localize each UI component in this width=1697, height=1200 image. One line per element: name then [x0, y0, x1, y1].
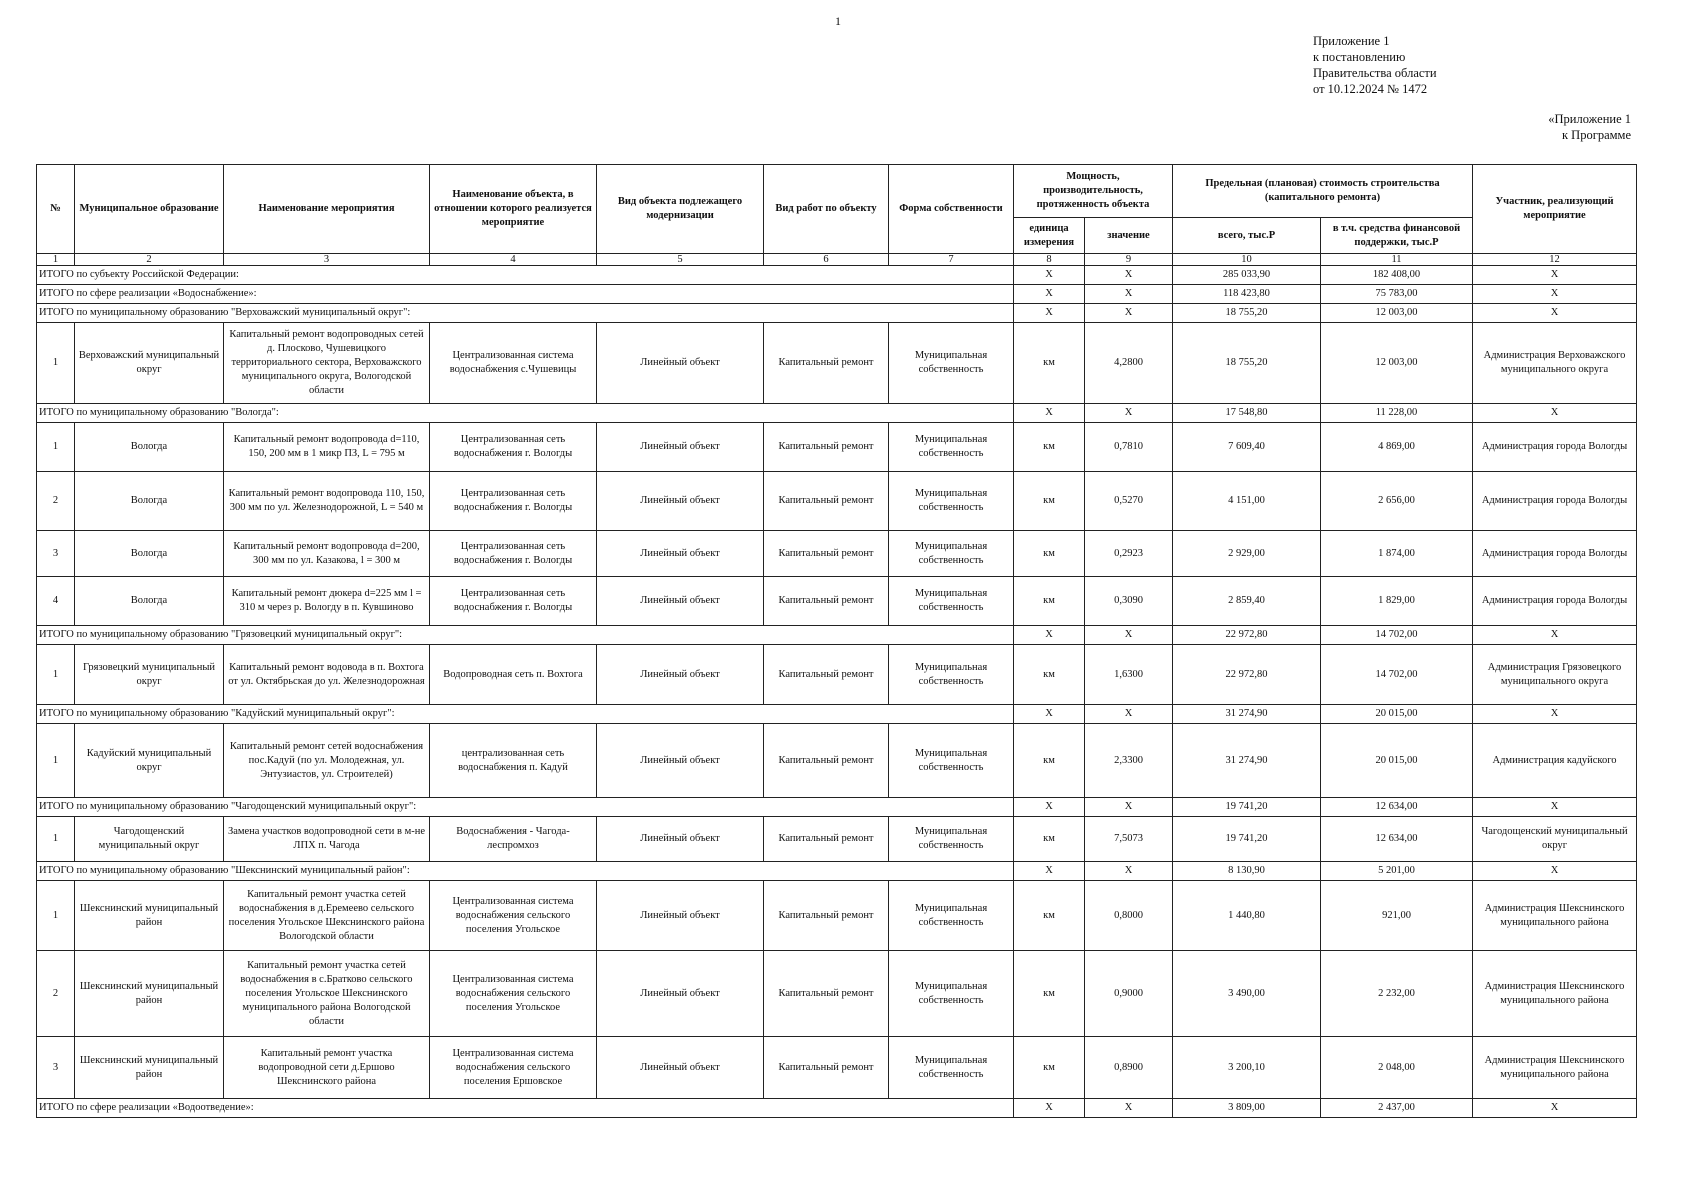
- value-cell: 0,7810: [1085, 423, 1173, 472]
- row-number: 3: [37, 531, 75, 577]
- event-cell: Капитальный ремонт дюкера d=225 мм l = 310 м через р. Вологду в п. Кувшиново: [224, 577, 430, 626]
- event-cell: Капитальный ремонт водопровода 110, 150, 300 мм по ул. Железнодорожной, L = 540 м: [224, 472, 430, 531]
- participant-cell: Администрация города Вологды: [1473, 531, 1637, 577]
- municipality-cell: Чагодощенский муниципальный округ: [75, 817, 224, 862]
- unit-cell: X: [1014, 266, 1085, 285]
- total-cost-cell: 285 033,90: [1173, 266, 1321, 285]
- subtotal-label: ИТОГО по муниципальному образованию "Вологда":: [37, 404, 1014, 423]
- table-row: [37, 817, 1637, 862]
- page-number: 1: [835, 14, 841, 28]
- participant-cell: X: [1473, 266, 1637, 285]
- value-cell: 7,5073: [1085, 817, 1173, 862]
- unit-cell: X: [1014, 285, 1085, 304]
- subtotal-row: [37, 705, 1637, 724]
- table-row: [37, 881, 1637, 951]
- object-type-cell: Линейный объект: [597, 323, 764, 404]
- municipality-cell: Шекснинский муниципальный район: [75, 1037, 224, 1099]
- municipality-cell: Грязовецкий муниципальный округ: [75, 645, 224, 705]
- support-cost-cell: 14 702,00: [1321, 626, 1473, 645]
- total-cost-cell: 2 859,40: [1173, 577, 1321, 626]
- unit-cell: км: [1014, 472, 1085, 531]
- value-cell: 0,3090: [1085, 577, 1173, 626]
- header-municipality: Муниципальное образование: [75, 165, 224, 254]
- support-cost-cell: 12 003,00: [1321, 323, 1473, 404]
- row-number: 1: [37, 323, 75, 404]
- value-cell: X: [1085, 705, 1173, 724]
- support-cost-cell: 2 656,00: [1321, 472, 1473, 531]
- participant-cell: Чагодощенский муниципальный округ: [1473, 817, 1637, 862]
- event-cell: Капитальный ремонт водопроводных сетей д. Плосково, Чушевицкого территориального сектора, Верховажского муниципального округа, Вологодской области: [224, 323, 430, 404]
- value-cell: 0,9000: [1085, 951, 1173, 1037]
- object-type-cell: Линейный объект: [597, 724, 764, 798]
- appendix-line: Приложение 1: [1313, 34, 1390, 48]
- header-ownership: Форма собственности: [889, 165, 1014, 254]
- work-type-cell: Капитальный ремонт: [764, 817, 889, 862]
- unit-cell: км: [1014, 645, 1085, 705]
- header-work-type: Вид работ по объекту: [764, 165, 889, 254]
- subtotal-row: [37, 862, 1637, 881]
- event-cell: Капитальный ремонт участка водопроводной сети д.Ершово Шекснинского района: [224, 1037, 430, 1099]
- subtotal-row: [37, 1099, 1637, 1118]
- total-cost-cell: 18 755,20: [1173, 304, 1321, 323]
- object-cell: Централизованная система водоснабжения сельского поселения Угольское: [430, 881, 597, 951]
- unit-cell: км: [1014, 817, 1085, 862]
- support-cost-cell: 12 003,00: [1321, 304, 1473, 323]
- subtotal-label: ИТОГО по муниципальному образованию "Шекснинский муниципальный район":: [37, 862, 1014, 881]
- support-cost-cell: 14 702,00: [1321, 645, 1473, 705]
- header-num: №: [37, 165, 75, 254]
- row-number: 1: [37, 423, 75, 472]
- unit-cell: X: [1014, 626, 1085, 645]
- support-cost-cell: 182 408,00: [1321, 266, 1473, 285]
- ownership-cell: Муниципальная собственность: [889, 423, 1014, 472]
- row-number: 4: [37, 577, 75, 626]
- column-numbers-row: [37, 254, 1637, 266]
- municipality-cell: Верховажский муниципальный округ: [75, 323, 224, 404]
- municipality-cell: Вологда: [75, 577, 224, 626]
- subtotal-row: [37, 404, 1637, 423]
- object-type-cell: Линейный объект: [597, 1037, 764, 1099]
- support-cost-cell: 2 437,00: [1321, 1099, 1473, 1118]
- appendix-line: к постановлению: [1313, 50, 1406, 64]
- appendix-line: от 10.12.2024 № 1472: [1313, 82, 1428, 96]
- ownership-cell: Муниципальная собственность: [889, 323, 1014, 404]
- subtotal-label: ИТОГО по муниципальному образованию "Верховажский муниципальный округ":: [37, 304, 1014, 323]
- column-number: 4: [430, 254, 597, 266]
- subtotal-label: ИТОГО по муниципальному образованию "Грязовецкий муниципальный округ":: [37, 626, 1014, 645]
- value-cell: X: [1085, 626, 1173, 645]
- participant-cell: X: [1473, 798, 1637, 817]
- value-cell: 1,6300: [1085, 645, 1173, 705]
- value-cell: X: [1085, 285, 1173, 304]
- participant-cell: Администрация города Вологды: [1473, 472, 1637, 531]
- unit-cell: X: [1014, 1099, 1085, 1118]
- subtotal-label: ИТОГО по муниципальному образованию "Кадуйский муниципальный округ":: [37, 705, 1014, 724]
- unit-cell: км: [1014, 881, 1085, 951]
- unit-cell: X: [1014, 304, 1085, 323]
- unit-cell: X: [1014, 798, 1085, 817]
- support-cost-cell: 11 228,00: [1321, 404, 1473, 423]
- support-cost-cell: 4 869,00: [1321, 423, 1473, 472]
- total-cost-cell: 31 274,90: [1173, 724, 1321, 798]
- value-cell: X: [1085, 404, 1173, 423]
- column-number: 2: [75, 254, 224, 266]
- column-number: 7: [889, 254, 1014, 266]
- appendix-header: [1313, 33, 1437, 97]
- row-number: 1: [37, 881, 75, 951]
- appendix-line: «Приложение 1: [1548, 112, 1631, 126]
- object-cell: Водопроводная сеть п. Вохтога: [430, 645, 597, 705]
- table-row: [37, 724, 1637, 798]
- table-row: [37, 1037, 1637, 1099]
- ownership-cell: Муниципальная собственность: [889, 531, 1014, 577]
- municipality-cell: Кадуйский муниципальный округ: [75, 724, 224, 798]
- participant-cell: Администрация кадуйского: [1473, 724, 1637, 798]
- object-cell: Централизованная сеть водоснабжения г. Вологды: [430, 577, 597, 626]
- support-cost-cell: 2 048,00: [1321, 1037, 1473, 1099]
- support-cost-cell: 1 829,00: [1321, 577, 1473, 626]
- work-type-cell: Капитальный ремонт: [764, 1037, 889, 1099]
- total-cost-cell: 31 274,90: [1173, 705, 1321, 724]
- object-cell: централизованная сеть водоснабжения п. Кадуй: [430, 724, 597, 798]
- row-number: 1: [37, 724, 75, 798]
- total-cost-cell: 3 200,10: [1173, 1037, 1321, 1099]
- unit-cell: км: [1014, 951, 1085, 1037]
- value-cell: 4,2800: [1085, 323, 1173, 404]
- total-cost-cell: 8 130,90: [1173, 862, 1321, 881]
- participant-cell: Администрация города Вологды: [1473, 423, 1637, 472]
- subtotal-label: ИТОГО по муниципальному образованию "Чагодощенский муниципальный округ":: [37, 798, 1014, 817]
- unit-cell: X: [1014, 862, 1085, 881]
- unit-cell: км: [1014, 323, 1085, 404]
- table-row: [37, 951, 1637, 1037]
- work-type-cell: Капитальный ремонт: [764, 472, 889, 531]
- table-row: [37, 472, 1637, 531]
- unit-cell: км: [1014, 577, 1085, 626]
- support-cost-cell: 12 634,00: [1321, 798, 1473, 817]
- column-number: 1: [37, 254, 75, 266]
- work-type-cell: Капитальный ремонт: [764, 645, 889, 705]
- value-cell: 0,8900: [1085, 1037, 1173, 1099]
- participant-cell: X: [1473, 404, 1637, 423]
- total-cost-cell: 18 755,20: [1173, 323, 1321, 404]
- object-cell: Централизованная сеть водоснабжения г. Вологды: [430, 472, 597, 531]
- unit-cell: км: [1014, 531, 1085, 577]
- row-number: 2: [37, 472, 75, 531]
- column-number: 3: [224, 254, 430, 266]
- row-number: 1: [37, 645, 75, 705]
- municipality-cell: Шекснинский муниципальный район: [75, 951, 224, 1037]
- object-cell: Централизованная система водоснабжения сельского поселения Ершовское: [430, 1037, 597, 1099]
- header-support: в т.ч. средства финансовой поддержки, тыс.Р: [1321, 218, 1473, 254]
- municipality-cell: Шекснинский муниципальный район: [75, 881, 224, 951]
- subtotal-row: [37, 626, 1637, 645]
- participant-cell: Администрация Грязовецкого муниципального округа: [1473, 645, 1637, 705]
- object-cell: Централизованная сеть водоснабжения г. Вологды: [430, 531, 597, 577]
- table-row: [37, 577, 1637, 626]
- table-row: [37, 531, 1637, 577]
- column-number: 8: [1014, 254, 1085, 266]
- header-capacity: Мощность, производительность, протяженность объекта: [1014, 165, 1173, 218]
- object-type-cell: Линейный объект: [597, 951, 764, 1037]
- total-cost-cell: 22 972,80: [1173, 626, 1321, 645]
- total-cost-cell: 19 741,20: [1173, 817, 1321, 862]
- total-cost-cell: 118 423,80: [1173, 285, 1321, 304]
- work-type-cell: Капитальный ремонт: [764, 724, 889, 798]
- event-cell: Замена участков водопроводной сети в м-не ЛПХ п. Чагода: [224, 817, 430, 862]
- object-type-cell: Линейный объект: [597, 423, 764, 472]
- participant-cell: X: [1473, 304, 1637, 323]
- table-row: [37, 323, 1637, 404]
- value-cell: 0,5270: [1085, 472, 1173, 531]
- work-type-cell: Капитальный ремонт: [764, 323, 889, 404]
- header-object-type: Вид объекта подлежащего модернизации: [597, 165, 764, 254]
- municipality-cell: Вологда: [75, 472, 224, 531]
- value-cell: X: [1085, 304, 1173, 323]
- support-cost-cell: 12 634,00: [1321, 817, 1473, 862]
- total-cost-cell: 7 609,40: [1173, 423, 1321, 472]
- object-type-cell: Линейный объект: [597, 472, 764, 531]
- subtotal-row: [37, 798, 1637, 817]
- column-number: 9: [1085, 254, 1173, 266]
- participant-cell: X: [1473, 862, 1637, 881]
- value-cell: X: [1085, 266, 1173, 285]
- ownership-cell: Муниципальная собственность: [889, 645, 1014, 705]
- unit-cell: X: [1014, 404, 1085, 423]
- municipality-cell: Вологда: [75, 423, 224, 472]
- value-cell: X: [1085, 798, 1173, 817]
- object-cell: Централизованная сеть водоснабжения г. Вологды: [430, 423, 597, 472]
- work-type-cell: Капитальный ремонт: [764, 577, 889, 626]
- column-number: 6: [764, 254, 889, 266]
- support-cost-cell: 20 015,00: [1321, 724, 1473, 798]
- participant-cell: Администрация Шекснинского муниципального района: [1473, 1037, 1637, 1099]
- total-cost-cell: 3 490,00: [1173, 951, 1321, 1037]
- work-type-cell: Капитальный ремонт: [764, 951, 889, 1037]
- subtotal-row: [37, 285, 1637, 304]
- ownership-cell: Муниципальная собственность: [889, 951, 1014, 1037]
- support-cost-cell: 20 015,00: [1321, 705, 1473, 724]
- event-cell: Капитальный ремонт водовода в п. Вохтога от ул. Октябрьская до ул. Железнодорожная: [224, 645, 430, 705]
- ownership-cell: Муниципальная собственность: [889, 472, 1014, 531]
- object-type-cell: Линейный объект: [597, 645, 764, 705]
- total-cost-cell: 22 972,80: [1173, 645, 1321, 705]
- work-type-cell: Капитальный ремонт: [764, 531, 889, 577]
- subtotal-row: [37, 304, 1637, 323]
- row-number: 1: [37, 817, 75, 862]
- object-cell: Водоснабжения - Чагода-леспромхоз: [430, 817, 597, 862]
- header-value: значение: [1085, 218, 1173, 254]
- object-type-cell: Линейный объект: [597, 577, 764, 626]
- total-cost-cell: 4 151,00: [1173, 472, 1321, 531]
- header-object: Наименование объекта, в отношении которого реализуется мероприятие: [430, 165, 597, 254]
- program-appendix-header: [1548, 111, 1631, 143]
- event-cell: Капитальный ремонт водопровода d=200, 300 мм по ул. Казакова, l = 300 м: [224, 531, 430, 577]
- participant-cell: X: [1473, 1099, 1637, 1118]
- support-cost-cell: 1 874,00: [1321, 531, 1473, 577]
- support-cost-cell: 921,00: [1321, 881, 1473, 951]
- row-number: 3: [37, 1037, 75, 1099]
- support-cost-cell: 2 232,00: [1321, 951, 1473, 1037]
- subtotal-row: [37, 266, 1637, 285]
- participant-cell: X: [1473, 705, 1637, 724]
- event-cell: Капитальный ремонт участка сетей водоснабжения в с.Братково сельского поселения Угольское Шекснинского муниципального района Вологодской области: [224, 951, 430, 1037]
- ownership-cell: Муниципальная собственность: [889, 817, 1014, 862]
- value-cell: X: [1085, 862, 1173, 881]
- event-cell: Капитальный ремонт водопровода d=110, 150, 200 мм в 1 микр ПЗ, L = 795 м: [224, 423, 430, 472]
- event-cell: Капитальный ремонт сетей водоснабжения пос.Кадуй (по ул. Молодежная, ул. Энтузиастов, ул. Строителей): [224, 724, 430, 798]
- total-cost-cell: 1 440,80: [1173, 881, 1321, 951]
- header-cost: Предельная (плановая) стоимость строительства (капитального ремонта): [1173, 165, 1473, 218]
- table-body: [37, 266, 1637, 1118]
- subtotal-label: ИТОГО по субъекту Российской Федерации:: [37, 266, 1014, 285]
- ownership-cell: Муниципальная собственность: [889, 724, 1014, 798]
- object-type-cell: Линейный объект: [597, 531, 764, 577]
- value-cell: 0,8000: [1085, 881, 1173, 951]
- unit-cell: км: [1014, 423, 1085, 472]
- column-number: 10: [1173, 254, 1321, 266]
- unit-cell: км: [1014, 1037, 1085, 1099]
- ownership-cell: Муниципальная собственность: [889, 577, 1014, 626]
- appendix-line: к Программе: [1561, 128, 1631, 142]
- object-type-cell: Линейный объект: [597, 817, 764, 862]
- participant-cell: X: [1473, 626, 1637, 645]
- header-unit: единица измерения: [1014, 218, 1085, 254]
- ownership-cell: Муниципальная собственность: [889, 1037, 1014, 1099]
- unit-cell: X: [1014, 705, 1085, 724]
- object-type-cell: Линейный объект: [597, 881, 764, 951]
- participant-cell: Администрация Шекснинского муниципального района: [1473, 951, 1637, 1037]
- total-cost-cell: 2 929,00: [1173, 531, 1321, 577]
- total-cost-cell: 17 548,80: [1173, 404, 1321, 423]
- total-cost-cell: 3 809,00: [1173, 1099, 1321, 1118]
- header-participant: Участник, реализующий мероприятие: [1473, 165, 1637, 254]
- table-row: [37, 423, 1637, 472]
- value-cell: 0,2923: [1085, 531, 1173, 577]
- header-total: всего, тыс.Р: [1173, 218, 1321, 254]
- participant-cell: X: [1473, 285, 1637, 304]
- work-type-cell: Капитальный ремонт: [764, 881, 889, 951]
- column-number: 5: [597, 254, 764, 266]
- participant-cell: Администрация Шекснинского муниципального района: [1473, 881, 1637, 951]
- value-cell: X: [1085, 1099, 1173, 1118]
- header-event: Наименование мероприятия: [224, 165, 430, 254]
- ownership-cell: Муниципальная собственность: [889, 881, 1014, 951]
- object-cell: Централизованная система водоснабжения сельского поселения Угольское: [430, 951, 597, 1037]
- support-cost-cell: 75 783,00: [1321, 285, 1473, 304]
- municipality-cell: Вологда: [75, 531, 224, 577]
- event-cell: Капитальный ремонт участка сетей водоснабжения в д.Еремеево сельского поселения Угольское Шекснинского района Вологодской области: [224, 881, 430, 951]
- support-cost-cell: 5 201,00: [1321, 862, 1473, 881]
- participant-cell: Администрация Верховажского муниципального округа: [1473, 323, 1637, 404]
- work-type-cell: Капитальный ремонт: [764, 423, 889, 472]
- subtotal-label: ИТОГО по сфере реализации «Водоснабжение»:: [37, 285, 1014, 304]
- table-row: [37, 645, 1637, 705]
- row-number: 2: [37, 951, 75, 1037]
- value-cell: 2,3300: [1085, 724, 1173, 798]
- total-cost-cell: 19 741,20: [1173, 798, 1321, 817]
- appendix-line: Правительства области: [1313, 66, 1437, 80]
- participant-cell: Администрация города Вологды: [1473, 577, 1637, 626]
- subtotal-label: ИТОГО по сфере реализации «Водоотведение»:: [37, 1099, 1014, 1118]
- column-number: 11: [1321, 254, 1473, 266]
- object-cell: Централизованная система водоснабжения с.Чушевицы: [430, 323, 597, 404]
- unit-cell: км: [1014, 724, 1085, 798]
- program-table: [36, 164, 1637, 1118]
- column-number: 12: [1473, 254, 1637, 266]
